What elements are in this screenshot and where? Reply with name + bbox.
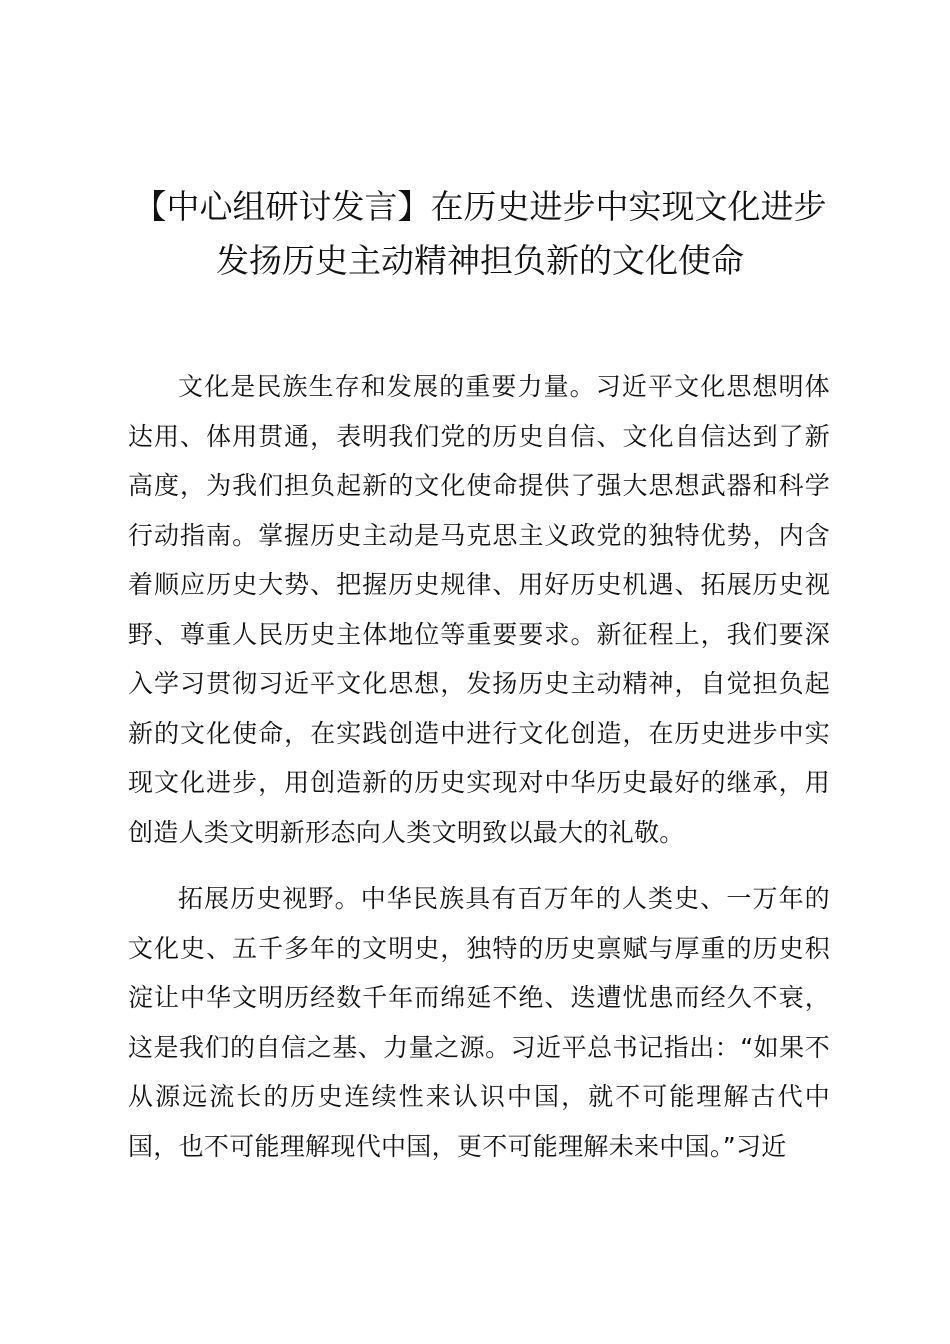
paragraph-1: 文化是民族生存和发展的重要力量。习近平文化思想明体达用、体用贯通，表明我们党的历史自信、文化自信达到了新高度，为我们担负起新的文化使命提供了强大思想武器和科学行动指南。掌握历史主动是马克思主义政党的独特优势，内含着顺应历史大势、把握历史规律、用好历史机遇、拓展历史视野、尊重人民历史主体地位等重要要求。新征程上，我们要深入学习贯彻习近平文化思想，发扬历史主动精神，自觉担负起新的文化使命，在实践创造中进行文化创造，在历史进步中实现文化进步，用创造新的历史实现对中华历史最好的继承，用创造人类文明新形态向人类文明致以最大的礼敬。 (128, 372, 830, 847)
paragraph-2: 拓展历史视野。中华民族具有百万年的人类史、一万年的文化史、五千多年的文明史，独特的历史禀赋与厚重的历史积淀让中华文明历经数千年而绵延不绝、迭遭忧患而经久不衰，这是我们的自信之基、力量之源。习近平总书记指出：“如果不从源远流长的历史连续性来认识中国，就不可能理解古代中国，也不可能理解现代中国，更不可能理解未来中国。”习近 (128, 884, 830, 1161)
document-title: 【中心组研讨发言】在历史进步中实现文化进步发扬历史主动精神担负新的文化使命 (133, 187, 827, 280)
document-body (128, 362, 830, 1188)
